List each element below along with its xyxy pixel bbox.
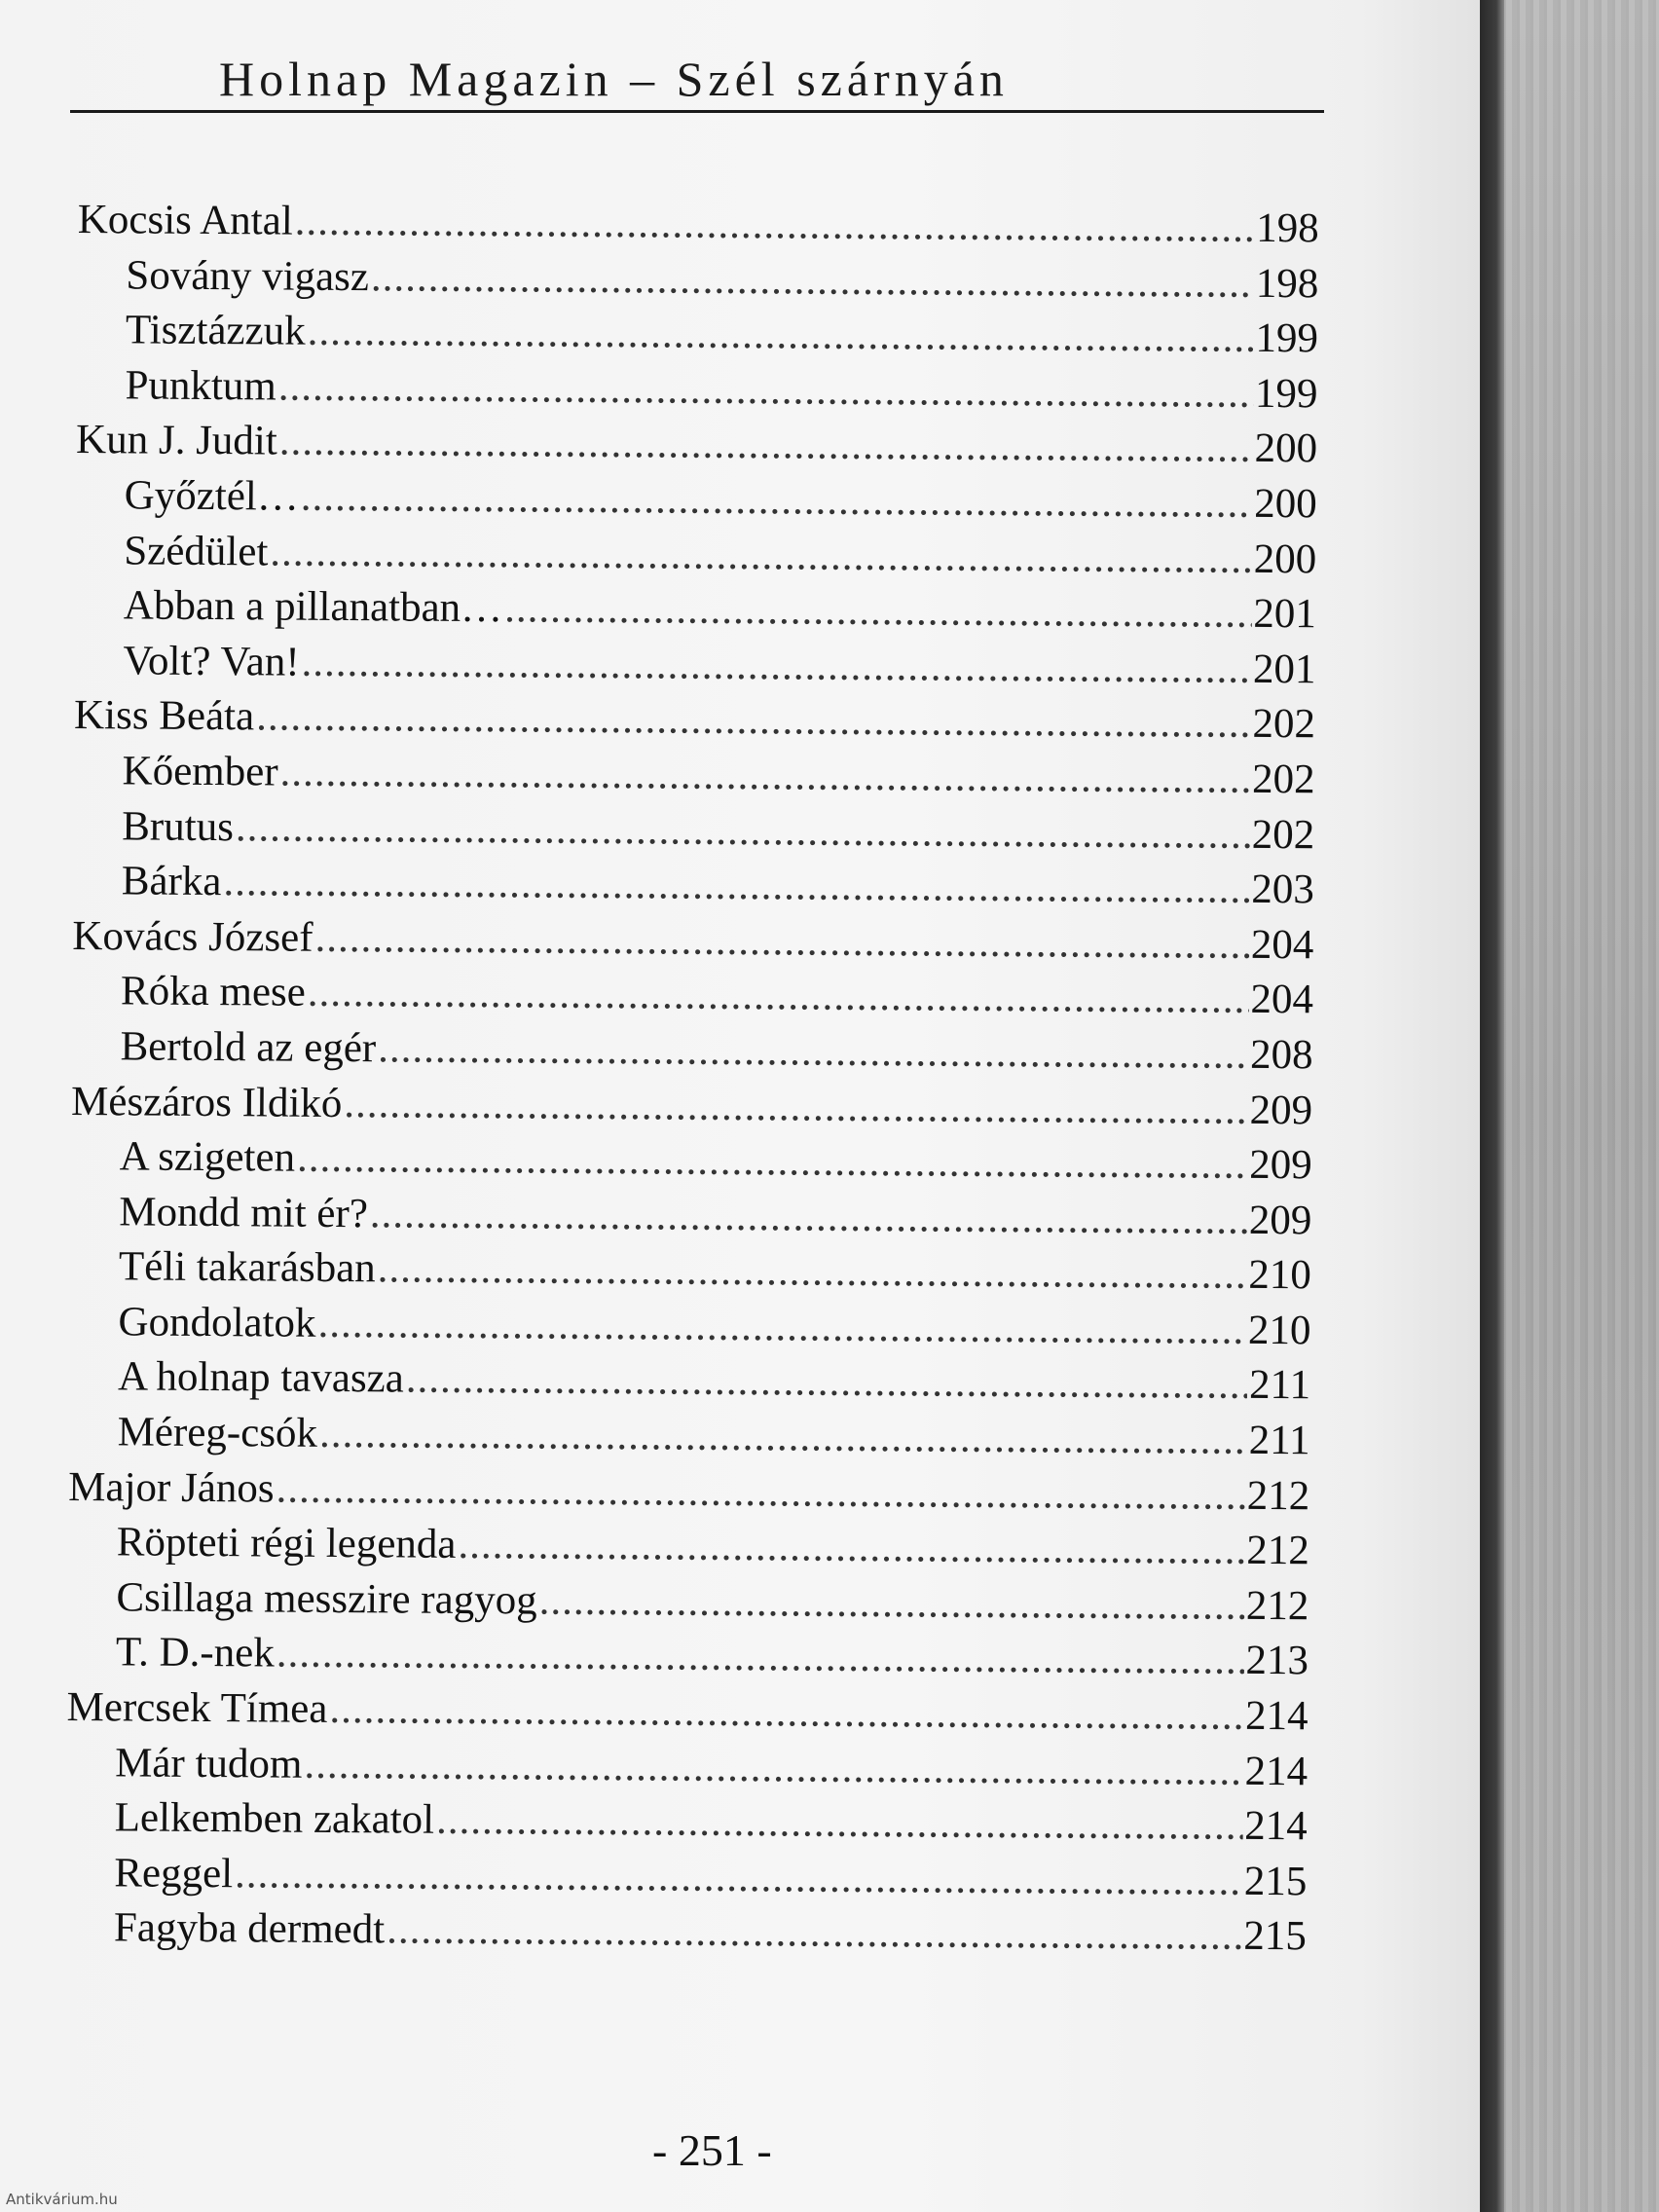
toc-page-number: 214 xyxy=(1244,1748,1309,1794)
toc-entry-title xyxy=(76,468,1317,533)
toc-page-number: 201 xyxy=(1253,591,1317,638)
toc-page-number: 212 xyxy=(1246,1528,1309,1574)
toc-entry-title xyxy=(73,799,1314,864)
toc-entry-author xyxy=(68,1460,1309,1525)
toc-page-number: 210 xyxy=(1247,1307,1311,1354)
toc-entry-text: Bárka xyxy=(121,858,222,905)
toc-entry-title xyxy=(71,1019,1312,1084)
toc-page-number: 200 xyxy=(1254,425,1318,472)
toc-entry-author xyxy=(72,909,1313,974)
toc-entry-text: Gondolatok xyxy=(118,1299,316,1346)
dot-leader xyxy=(279,415,1253,477)
toc-entry-author xyxy=(76,413,1317,477)
toc-page-number: 203 xyxy=(1251,866,1314,913)
header-rule xyxy=(70,110,1324,113)
toc-entry-text: Punktum xyxy=(125,362,277,410)
toc-page-number: 215 xyxy=(1243,1913,1308,1960)
dot-leader xyxy=(276,1627,1244,1689)
toc-entry-text: Kovács József xyxy=(72,912,313,961)
dot-leader xyxy=(304,1737,1243,1799)
toc-entry-text: Győztél… xyxy=(124,472,300,520)
dot-leader xyxy=(371,250,1254,312)
page-number: - 251 - xyxy=(652,2125,772,2175)
dot-leader xyxy=(236,800,1250,863)
dot-leader xyxy=(344,1077,1248,1138)
toc-entry-title xyxy=(73,744,1314,808)
toc-entry-author xyxy=(78,193,1319,257)
toc-page-number: 212 xyxy=(1245,1582,1309,1630)
watermark: Antikvárium.hu xyxy=(6,2191,118,2208)
toc-entry-text: Kőember xyxy=(122,748,278,795)
toc-entry-title xyxy=(69,1349,1310,1414)
toc-entry-title xyxy=(65,1846,1307,1910)
dot-leader xyxy=(387,1903,1242,1965)
toc-entry-text: Bertold az egér xyxy=(120,1023,377,1072)
toc-entry-title xyxy=(74,634,1315,698)
toc-entry-text: Tisztázzuk xyxy=(125,307,306,354)
toc-entry-text: A szigeten xyxy=(119,1133,296,1181)
toc-entry-title xyxy=(69,1295,1310,1359)
toc-page-number: 213 xyxy=(1245,1638,1309,1684)
dot-leader xyxy=(278,359,1254,422)
toc-entry-title xyxy=(73,854,1314,918)
toc-entry-text: Kun J. Judit xyxy=(75,417,277,464)
toc-entry-author xyxy=(66,1680,1308,1745)
toc-entry-title xyxy=(75,524,1316,588)
dot-leader xyxy=(301,635,1251,697)
toc-entry-title xyxy=(75,578,1316,643)
dot-leader xyxy=(319,1407,1247,1469)
dot-leader xyxy=(538,1573,1244,1634)
dot-leader xyxy=(235,1847,1242,1909)
dot-leader xyxy=(297,1131,1248,1194)
toc-entry-title xyxy=(68,1405,1309,1469)
toc-page-number: 209 xyxy=(1249,1141,1312,1189)
toc-page-number: 202 xyxy=(1251,756,1315,803)
toc-entry-title xyxy=(65,1900,1307,1965)
toc-entry-text: Kiss Beáta xyxy=(73,692,255,740)
toc-page-number: 201 xyxy=(1252,645,1316,693)
toc-entry-title xyxy=(77,248,1318,313)
toc-entry-text: Mercsek Tímea xyxy=(66,1683,328,1732)
dot-leader xyxy=(370,1187,1247,1248)
toc-entry-text: Sovány vigasz xyxy=(126,251,370,300)
background-wall xyxy=(1490,0,1659,2212)
toc-entry-text: Már tudom xyxy=(115,1739,303,1788)
dot-leader xyxy=(317,1297,1246,1359)
running-header: Holnap Magazin – Szél szárnyán xyxy=(219,52,1009,106)
toc-page-number: 200 xyxy=(1254,480,1317,528)
toc-entry-author xyxy=(71,1074,1312,1138)
toc-entry-text: Major János xyxy=(68,1463,275,1512)
toc-page-number: 199 xyxy=(1255,315,1319,362)
toc-entry-title xyxy=(70,1185,1311,1249)
toc-page-number: 212 xyxy=(1246,1472,1310,1519)
toc-entry-title xyxy=(66,1790,1308,1855)
toc-page-number: 199 xyxy=(1254,370,1318,418)
dot-leader xyxy=(308,966,1249,1028)
toc-page-number: 214 xyxy=(1244,1692,1309,1740)
dot-leader xyxy=(295,195,1255,257)
toc-entry-text: Fagyba dermedt xyxy=(113,1904,386,1953)
toc-entry-text: T. D.-nek xyxy=(115,1629,275,1677)
toc-page-number: 209 xyxy=(1248,1197,1312,1244)
toc-entry-title xyxy=(67,1625,1309,1689)
toc-entry-text: Mondd mit ér? xyxy=(119,1189,369,1236)
dot-leader xyxy=(276,1461,1244,1524)
toc-page-number: 202 xyxy=(1251,811,1315,858)
toc-page-number: 215 xyxy=(1243,1858,1308,1905)
toc-page-number: 198 xyxy=(1255,260,1319,307)
dot-leader xyxy=(378,1021,1248,1083)
toc-entry-title xyxy=(76,358,1317,423)
toc-page-number: 214 xyxy=(1244,1803,1308,1850)
dot-leader xyxy=(270,525,1252,587)
toc-entry-text: Brutus xyxy=(122,802,235,850)
toc-entry-text: Mészáros Ildikó xyxy=(70,1078,343,1126)
toc-entry-title xyxy=(71,1129,1312,1194)
toc-entry-title xyxy=(77,303,1318,367)
toc-entry-text: Volt? Van! xyxy=(123,638,300,685)
toc-page-number: 210 xyxy=(1248,1252,1312,1299)
toc-entry-text: Téli takarásban xyxy=(118,1243,376,1292)
dot-leader xyxy=(256,690,1251,753)
dot-leader xyxy=(378,1242,1247,1304)
dot-leader xyxy=(406,1352,1248,1414)
dot-leader xyxy=(307,305,1253,367)
toc-entry-text: Röpteti régi legenda xyxy=(116,1519,457,1568)
dot-leader xyxy=(504,581,1252,642)
toc-entry-text: Kocsis Antal xyxy=(77,196,293,244)
toc-entry-text: Reggel xyxy=(114,1850,234,1898)
toc-entry-text: A holnap tavasza xyxy=(117,1353,404,1402)
toc-entry-text: Szédület xyxy=(124,527,269,575)
toc-page-number: 202 xyxy=(1252,701,1316,748)
toc-page-number: 204 xyxy=(1250,921,1314,969)
toc-page-number: 204 xyxy=(1250,977,1314,1023)
toc-page-number: 200 xyxy=(1253,535,1317,582)
toc-page-number: 198 xyxy=(1256,204,1319,252)
toc-page-number: 208 xyxy=(1249,1031,1313,1079)
toc-entry-author xyxy=(74,688,1315,753)
dot-leader xyxy=(301,470,1253,533)
dot-leader xyxy=(329,1682,1243,1744)
toc-entry-text: Abban a pillanatban… xyxy=(123,582,503,632)
dot-leader xyxy=(436,1793,1243,1855)
toc-entry-title xyxy=(72,964,1313,1028)
dot-leader xyxy=(223,855,1249,917)
dot-leader xyxy=(458,1518,1244,1579)
toc-entry-text: Csillaga messzire ragyog xyxy=(116,1574,537,1624)
toc-entry-title xyxy=(67,1570,1309,1635)
toc-entry-title xyxy=(66,1736,1308,1800)
toc-page-number: 209 xyxy=(1249,1087,1313,1133)
dot-leader xyxy=(279,745,1250,807)
dot-leader xyxy=(314,911,1249,974)
toc-entry-text: Róka mese xyxy=(120,968,307,1016)
toc-entry-title xyxy=(68,1515,1309,1579)
toc-entry-text: Méreg-csók xyxy=(117,1409,318,1456)
toc-page-number: 211 xyxy=(1248,1417,1310,1464)
toc-entry-text: Lelkemben zakatol xyxy=(114,1794,435,1843)
toc-page-number: 211 xyxy=(1248,1362,1311,1409)
table-of-contents xyxy=(65,193,1319,1965)
toc-entry-title xyxy=(70,1239,1311,1304)
